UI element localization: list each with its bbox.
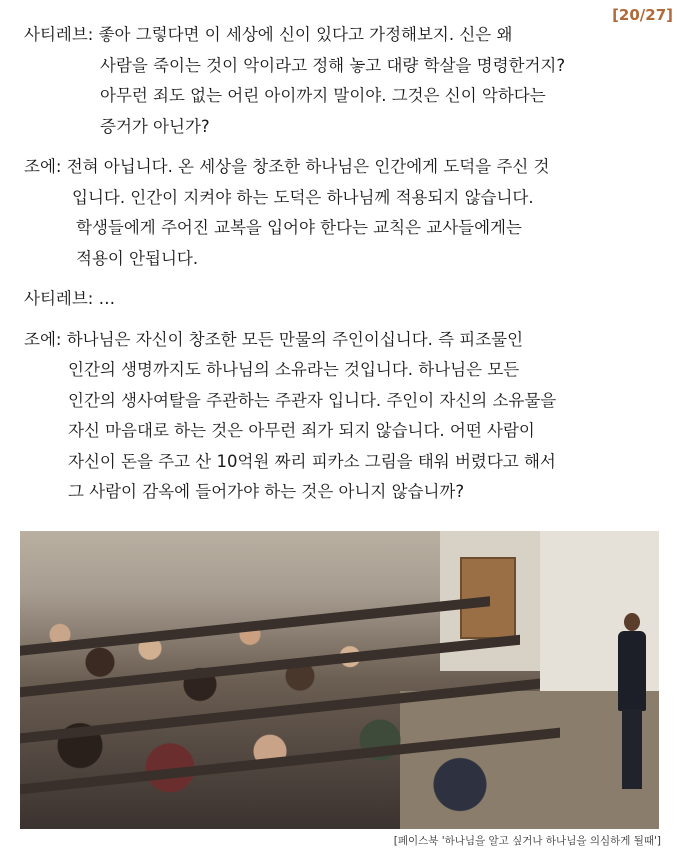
dialogue-line: 적용이 안됩니다. [76,248,199,268]
photo-caption: [페이스북 '하나님을 알고 싶거나 하나님을 의심하게 될때'] [393,835,661,847]
speaker-name: 사티레브: [24,289,94,308]
speaker-name: 사티레브: [24,25,94,44]
dialogue-entry [24,152,664,274]
dialogue-line [24,152,664,183]
photo-lecturer [616,613,646,793]
dialogue-line: 인간의 생사여탈을 주관하는 주관자 입니다. 주인이 자신의 소유물을 [68,390,557,410]
dialogue-line: 자신이 돈을 주고 산 10억원 짜리 피카소 그림을 태워 버렸다고 해서 [68,451,556,471]
dialogue-entry [24,325,664,508]
lecturer-head [624,613,640,631]
dialogue-line [24,325,664,356]
dialogue-text: 좋아 그렇다면 이 세상에 신이 있다고 가정해보지. 신은 왜 [98,25,513,44]
speaker-name: 조에: [24,157,62,176]
page-indicator: [20/27] [612,6,673,24]
dialogue-text: 전혀 아닙니다. 온 세상을 창조한 하나님은 인간에게 도덕을 주신 것 [66,157,550,176]
dialogue-line: 학생들에게 주어진 교복을 입어야 한다는 교칙은 교사들에게는 [76,218,522,237]
dialogue-line: 자신 마음대로 하는 것은 아무런 죄가 되지 않습니다. 어떤 사람이 [68,421,535,440]
speaker-name: 조에: [24,329,62,349]
dialogue-line: 입니다. 인간이 지켜야 하는 도덕은 하나님께 적용되지 않습니다. [72,187,534,207]
dialogue-text: 하나님은 자신이 창조한 모든 만물의 주인이십니다. 즉 피조물인 [66,329,524,349]
dialogue [24,20,664,518]
dialogue-entry [24,20,664,142]
lecturer-body [618,631,646,711]
dialogue-entry [24,284,664,315]
dialogue-line [24,20,664,51]
dialogue-line: 증거가 아닌가? [100,116,210,136]
lecturer-legs [622,709,642,789]
dialogue-text: … [98,289,116,308]
dialogue-line: 아무런 죄도 없는 어린 아이까지 말이야. 그것은 신이 악하다는 [100,86,546,105]
dialogue-line: 인간의 생명까지도 하나님의 소유라는 것입니다. 하나님은 모든 [68,360,520,379]
dialogue-line [24,284,664,315]
lecture-hall-photo [20,531,659,829]
dialogue-line: 그 사람이 감옥에 들어가야 하는 것은 아니지 않습니까? [68,482,465,501]
dialogue-line: 사람을 죽이는 것이 악이라고 정해 놓고 대량 학살을 명령한거지? [100,55,566,75]
